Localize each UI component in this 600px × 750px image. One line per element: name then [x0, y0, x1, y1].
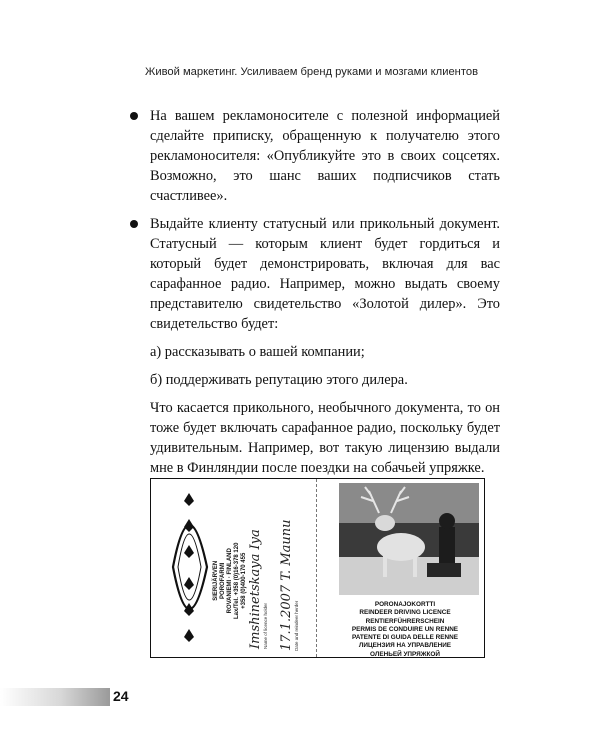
license-stamp: SIERIJÄRVEN POROFARMI ROVANIEMI · FINLAND Lax/Tel. +358 (0)16-378 120 +358 (0)400-170 455 — [213, 542, 247, 619]
bullet-item — [130, 214, 500, 334]
reindeer-icon — [339, 483, 479, 595]
license-fold-line — [316, 479, 317, 657]
handwritten-name: Imshinetskaya Iya — [248, 529, 263, 649]
date-caption: Date and reindeer herder — [294, 600, 299, 651]
license-caption: PORONAJOKORTTI REINDEER DRIVING LICENCE RENTIERFÜHRERSCHEIN PERMIS DE CONDUIRE UN RENNE PATENTE DI GUIDA DELLE RENNE ЛИЦЕНЗИЯ НА УПРАВЛЕНИЕ ОЛЕНЬЕЙ УПРЯЖКОЙ — [351, 601, 459, 658]
bullet-icon — [130, 220, 138, 228]
footer-gradient-bar — [0, 688, 110, 706]
license-left-panel — [151, 479, 306, 657]
handwritten-date: 17.1.2007 T. Maunu — [279, 519, 294, 651]
bullet-text: На вашем рекламоносителе с полезной информацией сделайте приписку, обращенную к получателю этого рекламоносителя: «Опубликуйте это в своих соцсетях. Возможно, это шанс ваших подписчиков стать счастливее». — [150, 108, 500, 204]
reindeer-license-image — [150, 478, 485, 658]
bullet-icon — [130, 112, 138, 120]
running-head: Живой маркетинг. Усиливаем бренд руками и мозгами клиентов — [145, 66, 479, 78]
reindeer-photo — [339, 483, 479, 595]
list-item-b: б) поддерживать репутацию этого дилера. — [150, 372, 408, 388]
license-date-field — [279, 520, 299, 652]
bullet-item — [130, 106, 500, 206]
page-number: 24 — [113, 688, 129, 704]
bullet-text: Выдайте клиенту статусный или прикольный документ. Статусный — которым клиент будет гордиться и который будет демонстрировать, включая для вас сарафанное радио. Например, можно выдать своему представителю свидетельство «Золотой дилер». Это свидетельство будет: — [150, 216, 500, 332]
license-name-field — [248, 529, 268, 649]
name-caption: Name of licence holder — [263, 602, 268, 649]
list-item-a: а) рассказывать о вашей компании; — [150, 344, 365, 360]
body-text — [130, 106, 500, 478]
closing-paragraph: Что касается прикольного, необычного документа, то он тоже будет включать сарафанное радио, поскольку будет удивительным. Например, вот такую лицензию выдали мне в Финляндии после поездки на собачьей упряжке. — [150, 400, 500, 476]
